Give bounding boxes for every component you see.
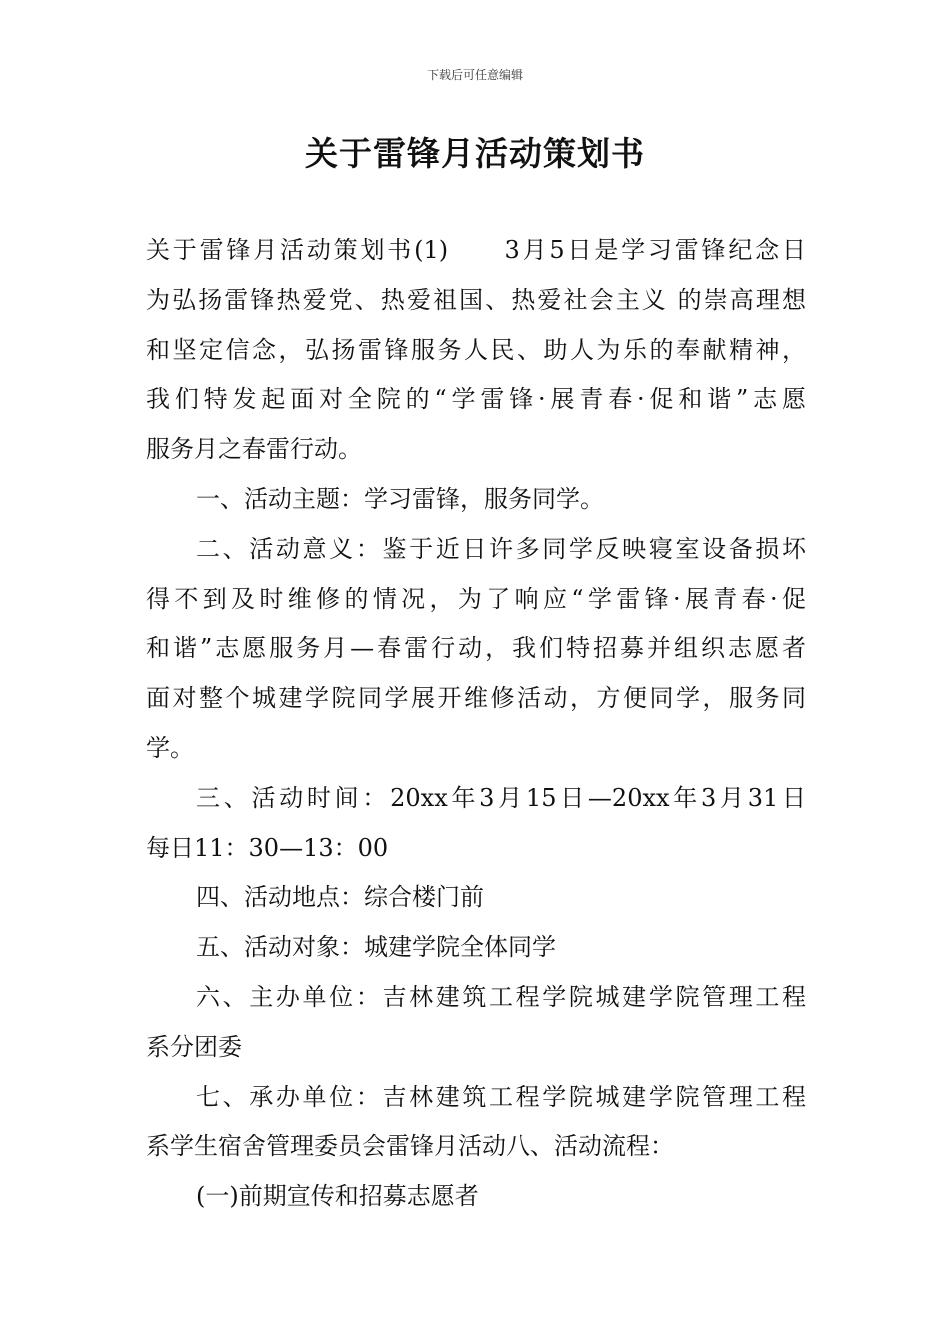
body-text-line: 我们特发起面对全院的“学雷锋·展青春·促和谐”志愿 (146, 385, 806, 414)
body-text-line: 系分团委 (146, 1032, 242, 1061)
body-text-line: 三、活动时间：20xx年3月15日—20xx年3月31日 (196, 783, 806, 812)
body-text-line: 学。 (146, 733, 194, 762)
body-text-line: 一、活动主题：学习雷锋，服务同学。 (196, 484, 604, 513)
body-text-line: (一)前期宣传和招募志愿者 (196, 1182, 479, 1211)
document-title: 关于雷锋月活动策划书 (305, 134, 645, 173)
body-text-line: 面对整个城建学院同学展开维修活动，方便同学，服务同 (146, 684, 806, 713)
body-text-line: 得不到及时维修的情况，为了响应“学雷锋·展青春·促 (146, 584, 806, 613)
body-text-line: 六、主办单位：吉林建筑工程学院城建学院管理工程 (196, 982, 806, 1011)
body-text-line: 服务月之春雷行动。 (146, 435, 362, 464)
body-text-line: 为弘扬雷锋热爱党、热爱祖国、热爱社会主义 的崇高理想 (146, 285, 806, 314)
body-text-line: 七、承办单位：吉林建筑工程学院城建学院管理工程 (196, 1082, 806, 1111)
body-text-line: 和坚定信念，弘扬雷锋服务人民、助人为乐的奉献精神， (146, 335, 806, 364)
body-text-line: 和谐”志愿服务月—春雷行动，我们特招募并组织志愿者 (146, 634, 806, 663)
body-text-line: 四、活动地点：综合楼门前 (196, 883, 484, 912)
body-text-line: 每日11：30—13：00 (146, 833, 389, 862)
document-body (146, 226, 806, 1222)
body-text-line: 关于雷锋月活动策划书(1) 3月5日是学习雷锋纪念日 (146, 236, 806, 264)
body-text-line: 五、活动对象：城建学院全体同学 (196, 933, 556, 962)
body-text-line: 系学生宿舍管理委员会雷锋月活动八、活动流程： (146, 1132, 674, 1161)
body-text-line: 二、活动意义：鉴于近日许多同学反映寝室设备损坏 (196, 534, 806, 563)
header-note: 下载后可任意编辑 (426, 68, 523, 82)
